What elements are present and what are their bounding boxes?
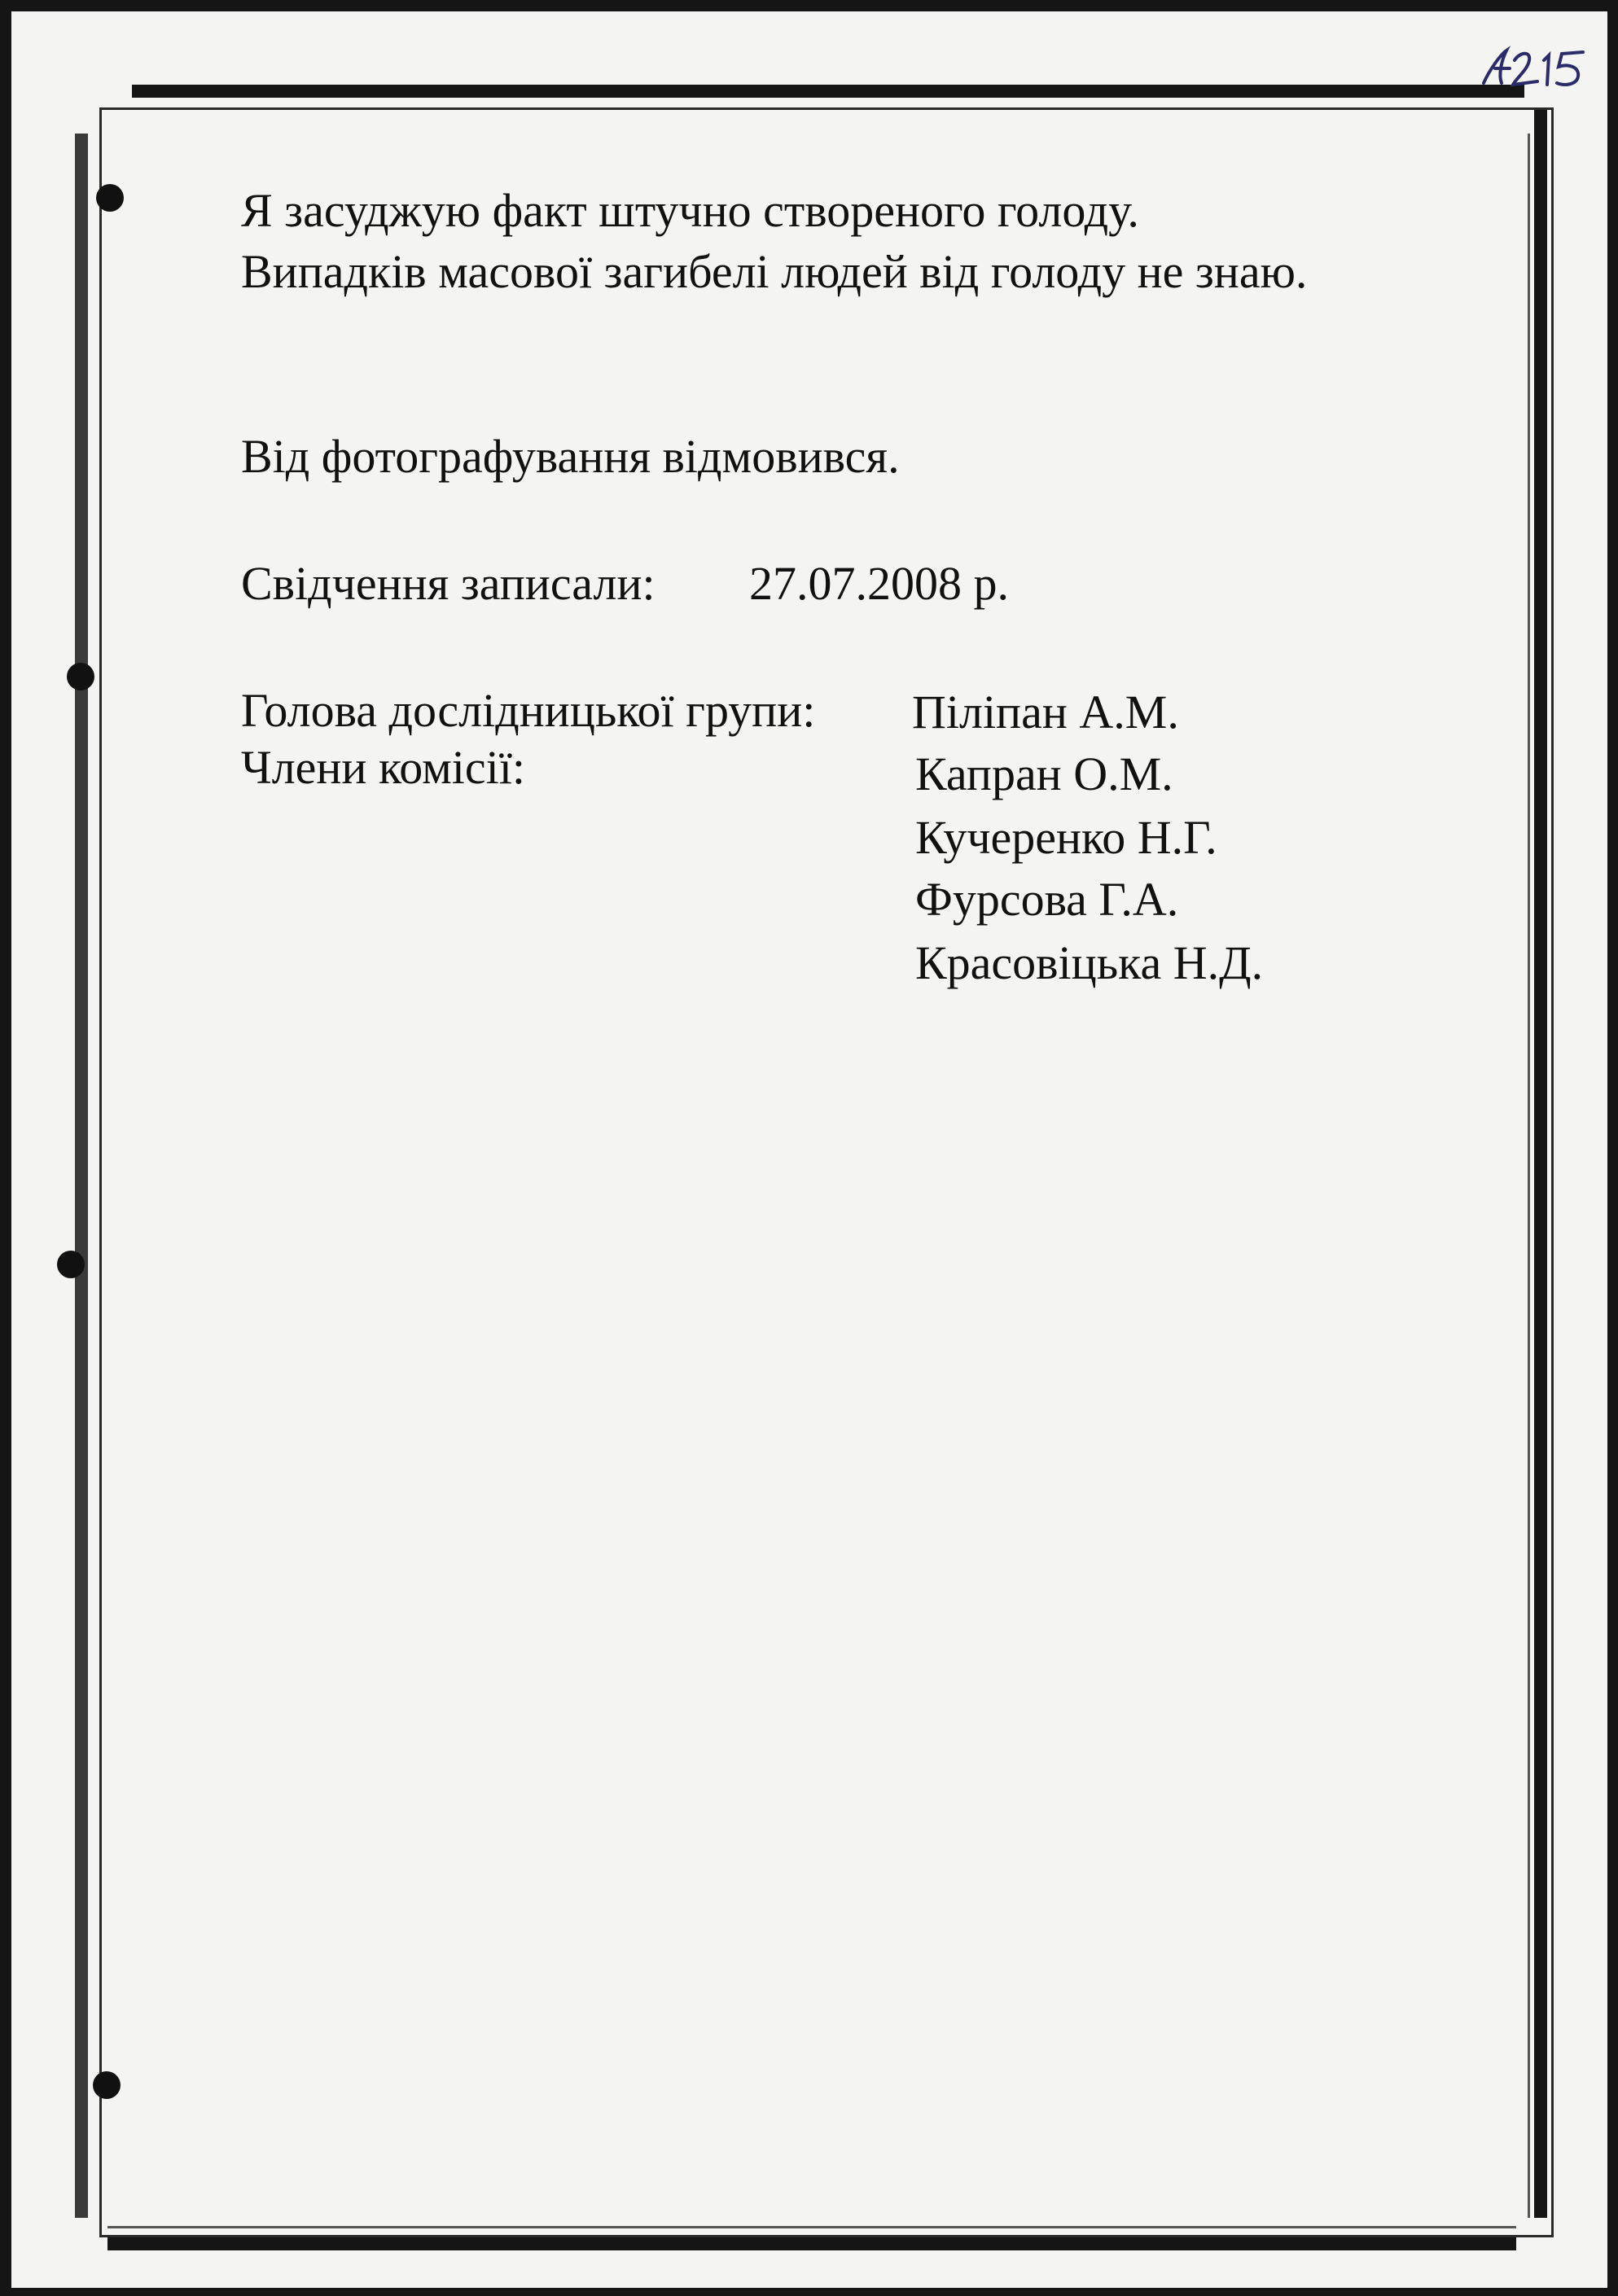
recorded-date: 27.07.2008 р.: [749, 557, 1009, 610]
commission-member: Кучеренко Н.Г.: [915, 811, 1217, 864]
punch-hole: [57, 1251, 85, 1278]
frame-border-left: [75, 134, 88, 2218]
commission-member: Капран О.М.: [915, 747, 1173, 800]
frame-border-top: [132, 85, 1524, 98]
frame-inner-bottom-line: [107, 2226, 1516, 2228]
frame-inner-right-line: [1528, 134, 1530, 2218]
statement-line-2: Випадків масової загибелі людей від голоду не знаю.: [241, 245, 1308, 298]
frame-border-bottom: [107, 2237, 1516, 2250]
document-sheet: [11, 11, 1607, 2288]
handwritten-page-number: [1477, 36, 1591, 93]
commission-member: Красовіцька Н.Д.: [915, 936, 1264, 989]
commission-member: Фурсова Г.А.: [915, 873, 1179, 926]
group-head-name: Піліпан А.М.: [912, 686, 1179, 738]
punch-hole: [96, 184, 124, 212]
punch-hole: [67, 663, 94, 690]
statement-line-1: Я засуджую факт штучно створеного голоду.: [241, 184, 1139, 237]
recorded-label: Свідчення записали:: [241, 557, 656, 610]
frame-thin-border: [99, 107, 1554, 2237]
punch-hole: [93, 2071, 121, 2099]
group-head-label: Голова дослідницької групи:: [241, 684, 816, 737]
commission-label: Члени комісії:: [241, 741, 525, 794]
photo-note: Від фотографування відмовився.: [241, 430, 900, 483]
